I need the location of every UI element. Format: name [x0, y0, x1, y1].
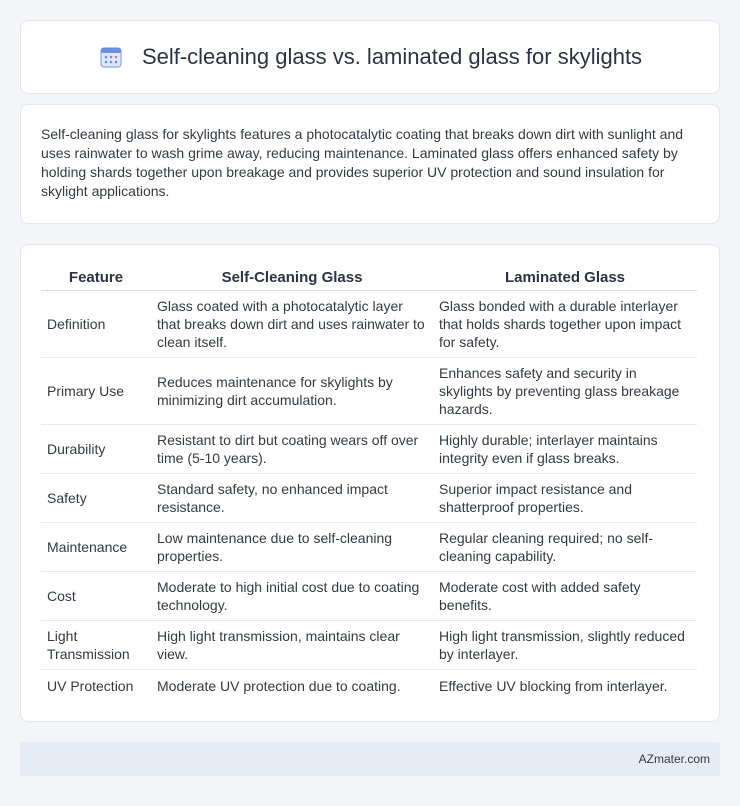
comparison-table: [41, 265, 697, 702]
laminated-cell: Enhances safety and security in skylights by preventing glass breakage hazards.: [433, 358, 697, 425]
laminated-cell: Moderate cost with added safety benefits.: [433, 572, 697, 621]
self-cleaning-cell: Moderate to high initial cost due to coating technology.: [151, 572, 433, 621]
laminated-cell: High light transmission, slightly reduced by interlayer.: [433, 621, 697, 670]
table-row: [41, 358, 697, 425]
table-row: [41, 572, 697, 621]
page-title: Self-cleaning glass vs. laminated glass for skylights: [141, 44, 643, 69]
feature-cell: Cost: [41, 572, 151, 621]
feature-cell: Light Transmission: [41, 621, 151, 670]
laminated-cell: Superior impact resistance and shatterproof properties.: [433, 474, 697, 523]
intro-card: [20, 104, 720, 224]
table-row: [41, 621, 697, 670]
feature-cell: Maintenance: [41, 523, 151, 572]
self-cleaning-cell: Standard safety, no enhanced impact resistance.: [151, 474, 433, 523]
self-cleaning-cell: Moderate UV protection due to coating.: [157, 677, 401, 694]
self-cleaning-cell: Glass coated with a photocatalytic layer that breaks down dirt and uses rainwater to clean itself.: [151, 291, 433, 358]
table-row: [41, 474, 697, 523]
table-row: [41, 670, 697, 702]
header-feature: Feature: [41, 265, 151, 291]
table-header-row: [41, 265, 697, 291]
footer: [20, 742, 720, 776]
footer-brand: AZmater.com: [638, 752, 710, 766]
laminated-cell: Effective UV blocking from interlayer.: [439, 677, 668, 694]
feature-cell: Safety: [41, 474, 151, 523]
table-card: [20, 244, 720, 722]
intro-text: Self-cleaning glass for skylights features a photocatalytic coating that breaks down dirt with sunlight and uses rainwater to wash grime away, reducing maintenance. Laminated glass offers enhanced safety by holding shards together upon breakage and provides superior UV protection and sound insulation for skylight applications.: [41, 126, 684, 199]
header-laminated: Laminated Glass: [433, 265, 697, 291]
title-card: [20, 20, 720, 94]
laminated-cell: Glass bonded with a durable interlayer that holds shards together upon impact for safety.: [433, 291, 697, 358]
table-row: [41, 425, 697, 474]
header-self-cleaning: Self-Cleaning Glass: [151, 265, 433, 291]
table-row: [41, 291, 697, 358]
feature-cell: Durability: [41, 425, 151, 474]
feature-cell: Primary Use: [41, 358, 151, 425]
calendar-grid-icon: [98, 44, 124, 70]
feature-cell: Definition: [41, 291, 151, 358]
table-row: [41, 523, 697, 572]
self-cleaning-cell: Low maintenance due to self-cleaning properties.: [151, 523, 433, 572]
self-cleaning-cell: High light transmission, maintains clear view.: [151, 621, 433, 670]
feature-cell: UV Protection: [47, 677, 134, 694]
self-cleaning-cell: Resistant to dirt but coating wears off over time (5-10 years).: [151, 425, 433, 474]
laminated-cell: Regular cleaning required; no self-cleaning capability.: [433, 523, 697, 572]
self-cleaning-cell: Reduces maintenance for skylights by minimizing dirt accumulation.: [151, 358, 433, 425]
laminated-cell: Highly durable; interlayer maintains integrity even if glass breaks.: [433, 425, 697, 474]
